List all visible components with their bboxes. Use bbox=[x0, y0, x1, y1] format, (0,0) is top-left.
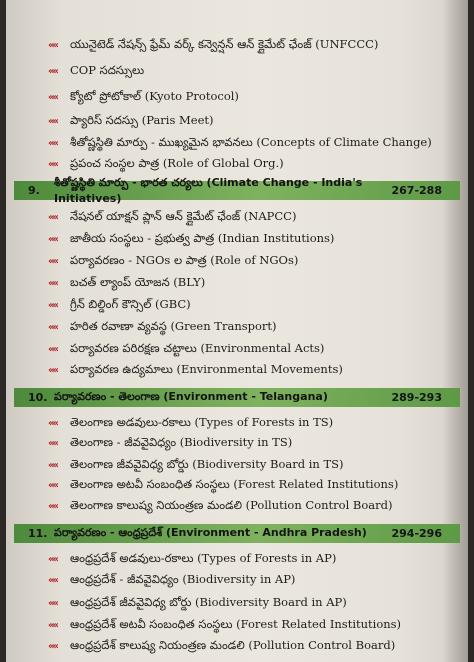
bullet-icon: «« bbox=[48, 364, 57, 376]
list-item: «« ప్రపంచ సంస్థల పాత్ర (Role of Global Org.) bbox=[48, 155, 284, 170]
list-item: «« తెలంగాణ కాలుష్య నియంత్రణ మండలి (Pollution Control Board) bbox=[48, 497, 393, 512]
bullet-icon: «« bbox=[48, 619, 57, 631]
bullet-icon: «« bbox=[48, 479, 57, 491]
bullet-icon: «« bbox=[48, 277, 57, 289]
bullet-icon: «« bbox=[48, 321, 57, 333]
bullet-icon: «« bbox=[48, 211, 57, 223]
list-item: «« పర్యావరణ పరిరక్షణ చట్టాలు (Environmental Acts) bbox=[48, 340, 325, 355]
list-item: «« ఆంధ్రప్రదేశ్ అడవులు-రకాలు (Types of Forests in AP) bbox=[48, 550, 337, 565]
bullet-icon: «« bbox=[48, 137, 57, 149]
list-item: «« తెలంగాణ అటవీ సంబంధిత సంస్థలు (Forest Related Institutions) bbox=[48, 476, 399, 491]
list-item: «« ఆంధ్రప్రదేశ్ జీవవైవిధ్య బోర్డు (Biodiversity Board in AP) bbox=[48, 594, 347, 609]
list-item: «« ఆంధ్రప్రదేశ్ అటవీ సంబంధిత సంస్థలు (Forest Related Institutions) bbox=[48, 616, 402, 631]
list-item: «« ఆంధ్రప్రదేశ్ - జీవవైవిధ్యం (Biodiversity in AP) bbox=[48, 571, 296, 586]
bullet-icon: «« bbox=[48, 65, 57, 77]
bullet-icon: «« bbox=[48, 158, 57, 170]
page-spine-shadow bbox=[442, 0, 468, 662]
bullet-icon: «« bbox=[48, 459, 57, 471]
list-item: «« క్యోటో ప్రోటోకాల్ (Kyoto Protocol) bbox=[48, 88, 239, 103]
section-header-11: 11. పర్యావరణం - ఆంధ్రప్రదేశ్ (Environment - Andhra Pradesh) 294-296 bbox=[14, 524, 460, 543]
bullet-icon: «« bbox=[48, 553, 57, 565]
bullet-icon: «« bbox=[48, 233, 57, 245]
list-item: «« ప్యారిస్ సదస్సు (Paris Meet) bbox=[48, 112, 214, 127]
list-item: «« గ్రీన్ బిల్డింగ్ కౌన్సిల్ (GBC) bbox=[48, 296, 191, 311]
bullet-icon: «« bbox=[48, 437, 57, 449]
list-item: «« COP సదస్సులు bbox=[48, 62, 145, 77]
list-item: «« ఆంధ్రప్రదేశ్ కాలుష్య నియంత్రణ మండలి (Pollution Control Board) bbox=[48, 637, 396, 652]
list-item: «« తెలంగాణ - జీవవైవిధ్యం (Biodiversity in TS) bbox=[48, 434, 293, 449]
list-item: «« బచత్ ల్యాంప్ యోజన (BLY) bbox=[48, 274, 206, 289]
list-item: «« తెలంగాణ జీవవైవిధ్య బోర్డు (Biodiversity Board in TS) bbox=[48, 456, 344, 471]
bullet-icon: «« bbox=[48, 597, 57, 609]
section-header-10: 10. పర్యావరణం - తెలంగాణ (Environment - Telangana) 289-293 bbox=[14, 388, 460, 407]
list-item: «« పర్యావరణ ఉద్యమాలు (Environmental Movements) bbox=[48, 361, 343, 376]
book-page bbox=[6, 0, 468, 662]
list-item: «« హరిత రవాణా వ్యవస్థ (Green Transport) bbox=[48, 318, 277, 333]
bullet-icon: «« bbox=[48, 299, 57, 311]
bullet-icon: «« bbox=[48, 574, 57, 586]
bullet-icon: «« bbox=[48, 417, 57, 429]
bullet-icon: «« bbox=[48, 39, 57, 51]
list-item: «« తెలంగాణ అడవులు-రకాలు (Types of Forests in TS) bbox=[48, 414, 334, 429]
section-header-9: 9. శీతోష్ణస్థితి మార్పు - భారత చర్యలు (Climate Change - India's Initiatives) 267-288 bbox=[14, 181, 460, 200]
bullet-icon: «« bbox=[48, 115, 57, 127]
list-item: «« శీతోష్ణస్థితి మార్పు - ముఖ్యమైన భావనలు (Concepts of Climate Change) bbox=[48, 134, 432, 149]
list-item: «« పర్యావరణం - NGOs ల పాత్ర (Role of NGOs) bbox=[48, 252, 299, 267]
bullet-icon: «« bbox=[48, 640, 57, 652]
bullet-icon: «« bbox=[48, 255, 57, 267]
bullet-icon: «« bbox=[48, 91, 57, 103]
list-item: «« నేషనల్ యాక్షన్ ప్లాన్ ఆన్ క్లైమేట్ ఛేంజ్ (NAPCC) bbox=[48, 208, 297, 223]
list-item: «« యునైటెడ్ నేషన్స్ ఫ్రేమ్ వర్క్ కన్వెన్షన్ ఆన్ క్లైమేట్ ఛేంజ్ (UNFCCC) bbox=[48, 36, 379, 51]
bullet-icon: «« bbox=[48, 343, 57, 355]
list-item: «« జాతీయ సంస్థలు - ప్రభుత్వ పాత్ర (Indian Institutions) bbox=[48, 230, 335, 245]
bullet-icon: «« bbox=[48, 500, 57, 512]
